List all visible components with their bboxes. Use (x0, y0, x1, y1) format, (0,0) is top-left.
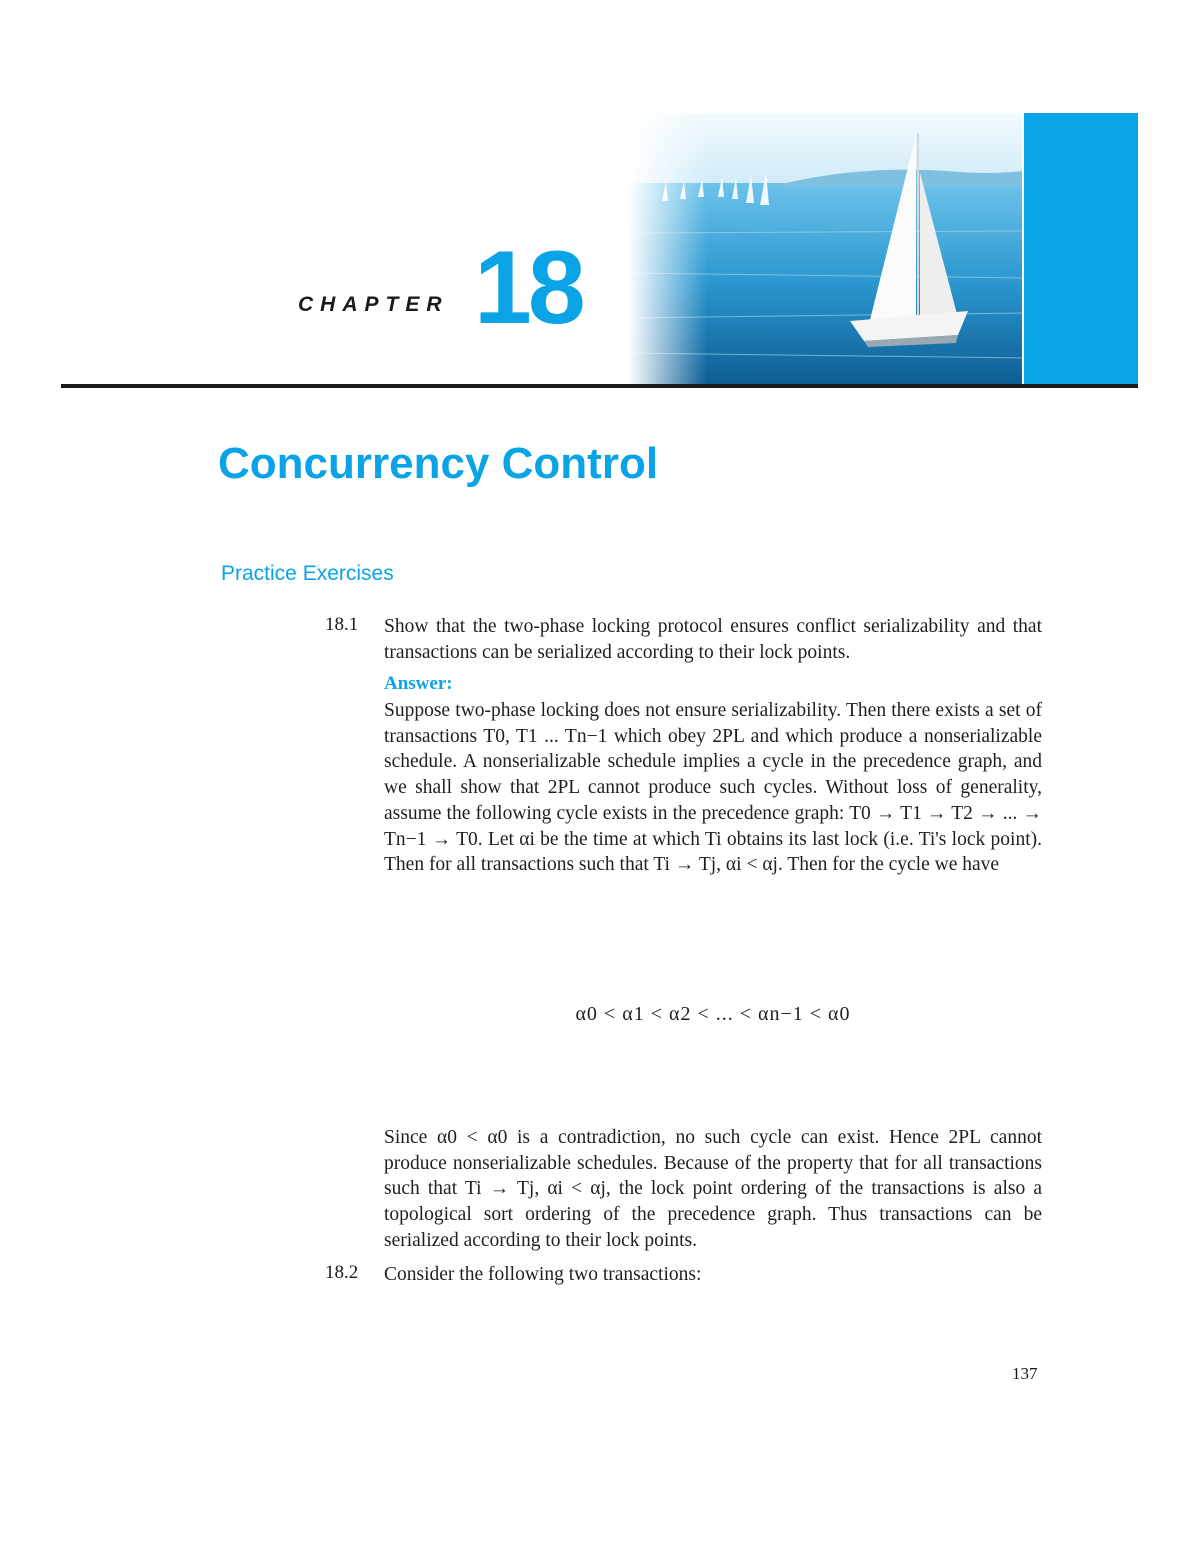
exercise-number: 18.1 (325, 614, 359, 635)
answer-text: Suppose two-phase locking does not ensure serializability. Then there exists a set of transactions T0, T1 ... Tn−1 which obey 2PL and which produce a nonserializable schedule. A nonserializable schedule implies a cycle in the precedence graph, and we shall show that 2PL cannot produce such cycles. Without loss of generality, assume the following cycle exists in the precedence graph: T0 → T1 → T2 → ... → Tn−1 → T0. Let αi be the time at which Ti obtains its last lock (i.e. Ti's lock point). Then for all transactions such that Ti → Tj, αi < αj. Then for the cycle we have (384, 700, 1042, 876)
answer-label: Answer: (384, 673, 453, 694)
chapter-number: 18 (474, 230, 582, 346)
chapter-title: Concurrency Control (218, 439, 659, 488)
exercise-question: Consider the following two transactions: (384, 1264, 702, 1285)
chapter-label: CHAPTER (298, 293, 449, 316)
answer-conclusion: Since α0 < α0 is a contradiction, no such cycle can exist. Hence 2PL cannot produce nonserializable schedules. Because of the property that for all transactions such that Ti → Tj, αi < αj, the lock point ordering of the transactions is also a topological sort ordering of the precedence graph. Thus transactions can be serialized according to their lock points. (384, 1127, 1042, 1251)
header-photo-sailboat (628, 113, 1022, 384)
exercise-question: Show that the two-phase locking protocol ensures conflict serializability and that transactions can be serialized according to their lock points. (384, 616, 1042, 663)
equation: α0 < α1 < α2 < ... < αn−1 < α0 (575, 1003, 851, 1025)
section-heading: Practice Exercises (221, 562, 394, 585)
exercise-number: 18.2 (325, 1262, 359, 1283)
header-rule (61, 384, 1138, 388)
page-number: 137 (1012, 1364, 1038, 1383)
header-accent-tab (1024, 113, 1138, 384)
